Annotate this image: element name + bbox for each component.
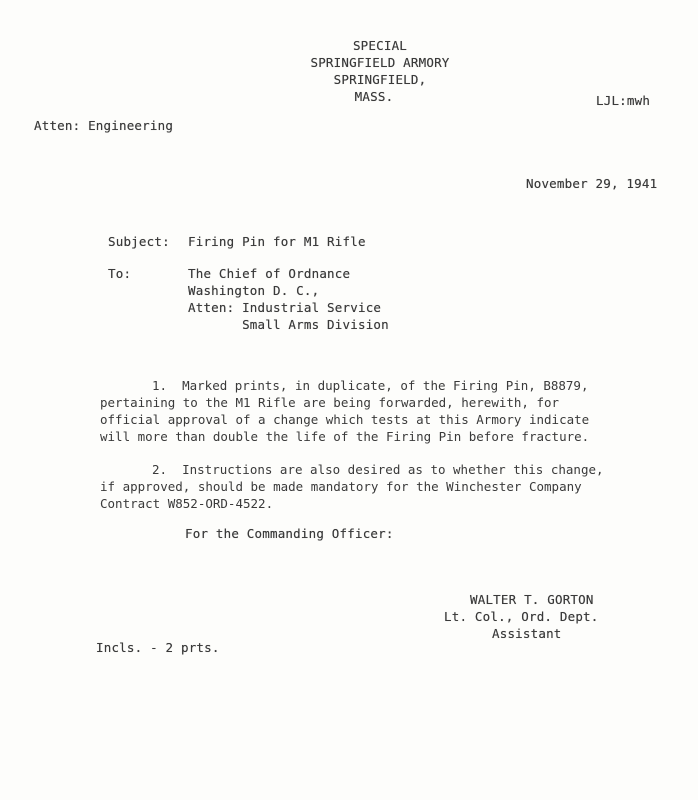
signer-title: Lt. Col., Ord. Dept. bbox=[444, 609, 599, 624]
signer-name: WALTER T. GORTON bbox=[470, 592, 594, 607]
paragraph-line: will more than double the life of the Firing Pin before fracture. bbox=[100, 429, 590, 444]
letter-date: November 29, 1941 bbox=[526, 176, 658, 191]
paragraph-line: official approval of a change which tests at this Armory indicate bbox=[100, 412, 590, 427]
paragraph-line: 2. Instructions are also desired as to whether this change, bbox=[152, 462, 604, 477]
letterhead-state: MASS. bbox=[354, 89, 394, 104]
attention-line: Atten: Engineering bbox=[34, 118, 174, 133]
reference-initials: LJL:mwh bbox=[596, 93, 651, 108]
recipient-line: Washington D. C., bbox=[188, 283, 320, 298]
signer-role: Assistant bbox=[492, 626, 562, 641]
subject-label: Subject: bbox=[108, 234, 170, 249]
paragraph-line: Contract W852-ORD-4522. bbox=[100, 496, 274, 511]
paragraph-line: if approved, should be made mandatory for the Winchester Company bbox=[100, 479, 582, 494]
subject-text: Firing Pin for M1 Rifle bbox=[188, 234, 366, 249]
letterhead-classification: SPECIAL bbox=[352, 38, 408, 53]
enclosures-line: Incls. - 2 prts. bbox=[96, 640, 220, 655]
recipient-line: Small Arms Division bbox=[188, 317, 389, 332]
letterhead-city: SPRINGFIELD, bbox=[333, 72, 427, 87]
paragraph-line: pertaining to the M1 Rifle are being forwarded, herewith, for bbox=[100, 395, 560, 410]
letterhead-org: SPRINGFIELD ARMORY bbox=[310, 55, 450, 70]
body-paragraph-1 bbox=[100, 378, 660, 446]
closing-line: For the Commanding Officer: bbox=[185, 526, 394, 541]
recipient-line: The Chief of Ordnance bbox=[188, 266, 351, 281]
paragraph-line: 1. Marked prints, in duplicate, of the Firing Pin, B8879, bbox=[152, 378, 589, 393]
recipient-line: Atten: Industrial Service bbox=[188, 300, 382, 315]
body-paragraph-2 bbox=[100, 462, 660, 513]
to-label: To: bbox=[108, 266, 132, 281]
